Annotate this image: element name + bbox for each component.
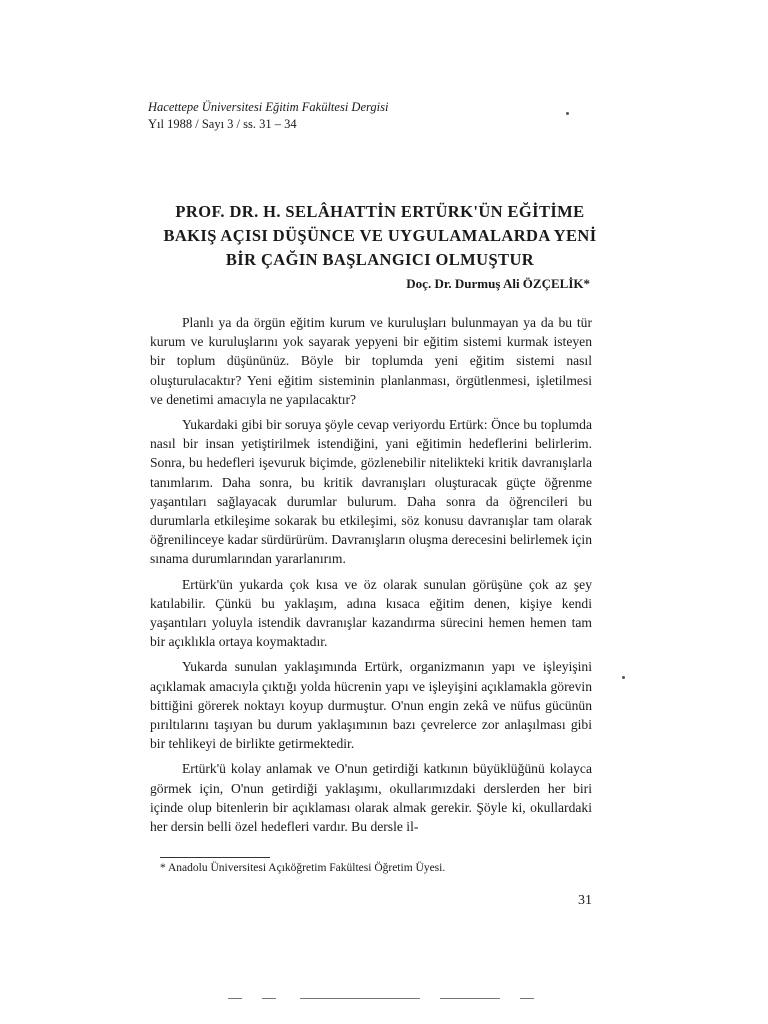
- author-name: Doç. Dr. Durmuş Ali ÖZÇELİK*: [406, 276, 590, 291]
- scan-artifact: [300, 998, 420, 999]
- title-line-2: BAKIŞ AÇISI DÜŞÜNCE VE UYGULAMALARDA YENİ: [163, 226, 597, 245]
- title-line-3: BİR ÇAĞIN BAŞLANGICI OLMUŞTUR: [225, 250, 535, 269]
- footnote: * Anadolu Üniversitesi Açıköğretim Fakültesi Öğretim Üyesi.: [160, 862, 446, 874]
- footnote-divider: [160, 857, 270, 858]
- paragraph: Ertürk'ü kolay anlamak ve O'nun getirdiği katkının büyüklüğünü kolayca görmek için, O'nun getirdiği yaklaşımı, okullarımızdaki derslerden her biri içinde olup bitenlerin bir açıklaması olarak almak gerekir. Şöyle ki, okullardaki her dersin belli özel hedefleri vardır. Bu dersle il-: [150, 761, 592, 835]
- journal-header: [148, 99, 388, 133]
- page-number: 31: [578, 893, 592, 908]
- journal-issue-info: Yıl 1988 / Sayı 3 / ss. 31 – 34: [148, 117, 297, 131]
- paragraph: Planlı ya da örgün eğitim kurum ve kuruluşları bulunmayan ya da bu tür kurum ve kuruluşlarını yok sayarak yepyeni bir eğitim sistemi kurmak isteyen bir toplum düşününüz. Böyle bir toplumda yeni eğitim sistemi nasıl oluşturulacaktır? Yeni eğitim sisteminin planlanması, örgütlenmesi, işletilmesi ve denetimi amacıyla ne yapılacaktır?: [150, 315, 592, 407]
- scan-artifact: [440, 998, 500, 999]
- scan-speck: [622, 676, 625, 679]
- article-title: [160, 200, 600, 272]
- journal-name: Hacettepe Üniversitesi Eğitim Fakültesi Dergisi: [148, 100, 389, 114]
- scan-artifact: [262, 998, 276, 999]
- title-line-1: PROF. DR. H. SELÂHATTİN ERTÜRK'ÜN EĞİTİME: [175, 202, 585, 221]
- scan-artifact: [228, 998, 242, 999]
- paragraph: Yukardaki gibi bir soruya şöyle cevap veriyordu Ertürk: Önce bu toplumda nasıl bir insan yetiştirilmek istendiğini, yani eğitimin hedeflerini belirlerim. Sonra, bu hedefleri işevuruk biçimde, gözlenebilir nitelikteki kritik davranışlarla tanımlarım. Daha sonra, bu kritik davranışları oluşturacak güçte öğrenme yaşantıları sağlayacak durumlar bulurum. Daha sonra da öğrencileri bu durumlarla etkileşime sokarak bu etkileşimi, söz konusu davranışlar tam olarak öğrenilinceye kadar sürdürürüm. Davranışların oluşma derecesini belirlemek için sınama durumlarından yararlanırım.: [150, 417, 592, 567]
- scan-artifact: [520, 998, 534, 999]
- paragraph: Ertürk'ün yukarda çok kısa ve öz olarak sunulan görüşüne çok az şey katılabilir. Çünkü bu yaklaşım, adına kısaca eğitim denen, kişiye kendi yaşantıları yoluyla istendik davranışlar kazandırma sürecini hemen hemen tam bir açıklıkla ortaya koymaktadır.: [150, 576, 592, 650]
- scan-speck: [566, 112, 569, 115]
- article-body: [150, 313, 592, 842]
- paragraph: Yukarda sunulan yaklaşımında Ertürk, organizmanın yapı ve işleyişini açıklamak amacıyla çıktığı yolda hücrenin yapı ve işleyişini açıklamakla görevin bittiğini görerek noktayı koyup durmuştur. O'nun engin zekâ ve nüfus gücünün pırıltılarını taşıyan bu durum yaklaşımının bazı çevrelerce zor anlaşılması gibi bir tehlikeyi de birlikte getirmektedir.: [150, 659, 592, 752]
